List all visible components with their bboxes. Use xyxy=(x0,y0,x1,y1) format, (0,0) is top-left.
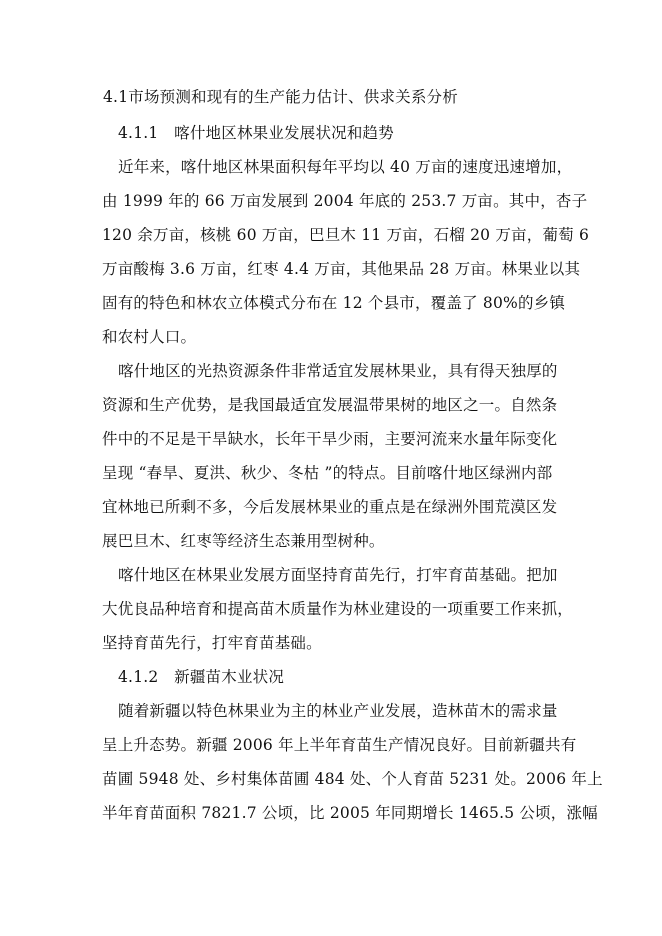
paragraph-2-line-5: 宜林地已所剩不多，今后发展林果业的重点是在绿洲外围荒漠区发 xyxy=(102,498,558,516)
paragraph-1-line-4: 万亩酸梅 3.6 万亩，红枣 4.4 万亩，其他果品 28 万亩。林果业以其 xyxy=(102,260,581,278)
paragraph-3-line-2: 大优良品种培育和提高苗木质量作为林业建设的一项重要工作来抓， xyxy=(102,600,574,618)
paragraph-4-line-4: 半年育苗面积 7821.7 公顷，比 2005 年同期增长 1465.5 公顷，涨幅 xyxy=(102,804,598,822)
paragraph-2-line-1: 喀什地区的光热资源条件非常适宜发展林果业，具有得天独厚的 xyxy=(118,362,558,380)
paragraph-2-line-4: 呈现 “春旱、夏洪、秋少、冬枯 ”的特点。目前喀什地区绿洲内部 xyxy=(102,464,553,482)
paragraph-4-line-3: 苗圃 5948 处、乡村集体苗圃 484 处、个人育苗 5231 处。2006 年上 xyxy=(102,770,603,788)
paragraph-1-line-6: 和农村人口。 xyxy=(102,328,197,346)
paragraph-3-line-3: 坚持育苗先行，打牢育苗基础。 xyxy=(102,634,322,652)
section-heading-4-1: 4.1市场预测和现有的生产能力估计、供求关系分析 xyxy=(103,88,458,106)
paragraph-2-line-2: 资源和生产优势，是我国最适宜发展温带果树的地区之一。自然条 xyxy=(102,396,558,414)
paragraph-1-line-2: 由 1999 年的 66 万亩发展到 2004 年底的 253.7 万亩。其中，杏子 xyxy=(102,192,588,210)
paragraph-2-line-3: 件中的不足是干旱缺水，长年干旱少雨，主要河流来水量年际变化 xyxy=(102,430,558,448)
paragraph-1-line-5: 固有的特色和林农立体模式分布在 12 个县市，覆盖了 80%的乡镇 xyxy=(102,294,566,312)
paragraph-1-line-1: 近年来，喀什地区林果面积每年平均以 40 万亩的速度迅速增加， xyxy=(118,158,573,176)
paragraph-2-line-6: 展巴旦木、红枣等经济生态兼用型树种。 xyxy=(102,532,385,550)
subsection-heading-4-1-2: 4.1.2 新疆苗木业状况 xyxy=(118,668,285,686)
paragraph-4-line-2: 呈上升态势。新疆 2006 年上半年育苗生产情况良好。目前新疆共有 xyxy=(102,736,577,754)
paragraph-3-line-1: 喀什地区在林果业发展方面坚持育苗先行，打牢育苗基础。把加 xyxy=(118,566,558,584)
subsection-heading-4-1-1: 4.1.1 喀什地区林果业发展状况和趋势 xyxy=(118,124,394,142)
paragraph-1-line-3: 120 余万亩，核桃 60 万亩，巴旦木 11 万亩，石榴 20 万亩，葡萄 6 xyxy=(102,226,590,244)
paragraph-4-line-1: 随着新疆以特色林果业为主的林业产业发展，造林苗木的需求量 xyxy=(118,702,558,720)
